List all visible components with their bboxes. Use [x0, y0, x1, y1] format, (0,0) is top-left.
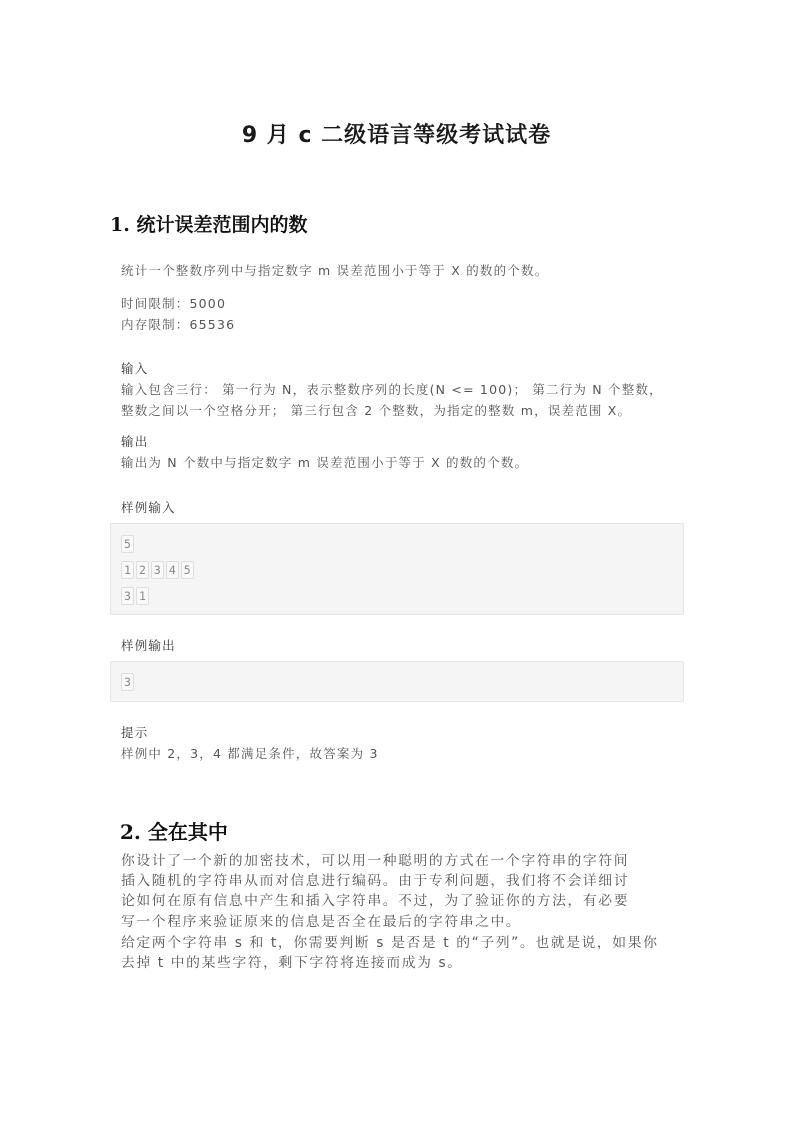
code-token: 3 [121, 587, 134, 605]
code-token: 3 [121, 673, 134, 691]
sample-input-label: 样例输入 [121, 500, 176, 515]
question-2-paragraph-line: 论如何在原有信息中产生和插入字符串。不过，为了验证你的方法，有必要 [121, 893, 630, 909]
question-2-heading: 2. 全在其中 [120, 820, 228, 844]
sample-input-box [110, 523, 684, 615]
sample-input-line [121, 535, 136, 553]
code-token: 4 [166, 561, 179, 579]
input-desc-line-1: 输入包含三行： 第一行为 N，表示整数序列的长度(N <= 100)； 第二行为 N 个整数， [121, 382, 663, 397]
output-label: 输出 [121, 434, 149, 449]
sample-output-box [110, 661, 684, 702]
page-title: 9 月 c 二级语言等级考试试卷 [241, 123, 552, 148]
code-token: 1 [136, 587, 149, 605]
question-2-paragraph-line: 你设计了一个新的加密技术，可以用一种聪明的方式在一个字符串的字符间 [121, 853, 630, 869]
question-2-paragraph-line: 写一个程序来验证原来的信息是否全在最后的字符串之中。 [121, 914, 522, 930]
code-token: 5 [181, 561, 194, 579]
input-desc-line-2: 整数之间以一个空格分开； 第三行包含 2 个整数，为指定的整数 m，误差范围 X。 [121, 403, 632, 418]
sample-input-line [121, 587, 151, 605]
output-desc: 输出为 N 个数中与指定数字 m 误差范围小于等于 X 的数的个数。 [121, 455, 529, 470]
question-1-description: 统计一个整数序列中与指定数字 m 误差范围小于等于 X 的数的个数。 [121, 263, 549, 278]
question-1-heading: 1. 统计误差范围内的数 [110, 214, 308, 236]
code-token: 1 [121, 561, 134, 579]
sample-output-line [121, 673, 136, 691]
question-2-paragraph-line: 给定两个字符串 s 和 t，你需要判断 s 是否是 t 的“子列”。也就是说，如果你 [121, 935, 659, 951]
hint-text: 样例中 2，3，4 都满足条件，故答案为 3 [121, 746, 379, 761]
sample-output-label: 样例输出 [121, 638, 176, 653]
input-label: 输入 [121, 361, 149, 376]
code-token: 2 [136, 561, 149, 579]
code-token: 3 [151, 561, 164, 579]
hint-label: 提示 [121, 725, 149, 740]
question-2-paragraph-line: 插入随机的字符串从而对信息进行编码。由于专利问题，我们将不会详细讨 [121, 873, 630, 889]
time-limit: 时间限制：5000 [121, 296, 227, 311]
memory-limit: 内存限制：65536 [121, 317, 236, 332]
question-2-paragraph-line: 去掉 t 中的某些字符，剩下字符将连接而成为 s。 [121, 955, 463, 971]
sample-input-line [121, 561, 196, 579]
code-token: 5 [121, 535, 134, 553]
